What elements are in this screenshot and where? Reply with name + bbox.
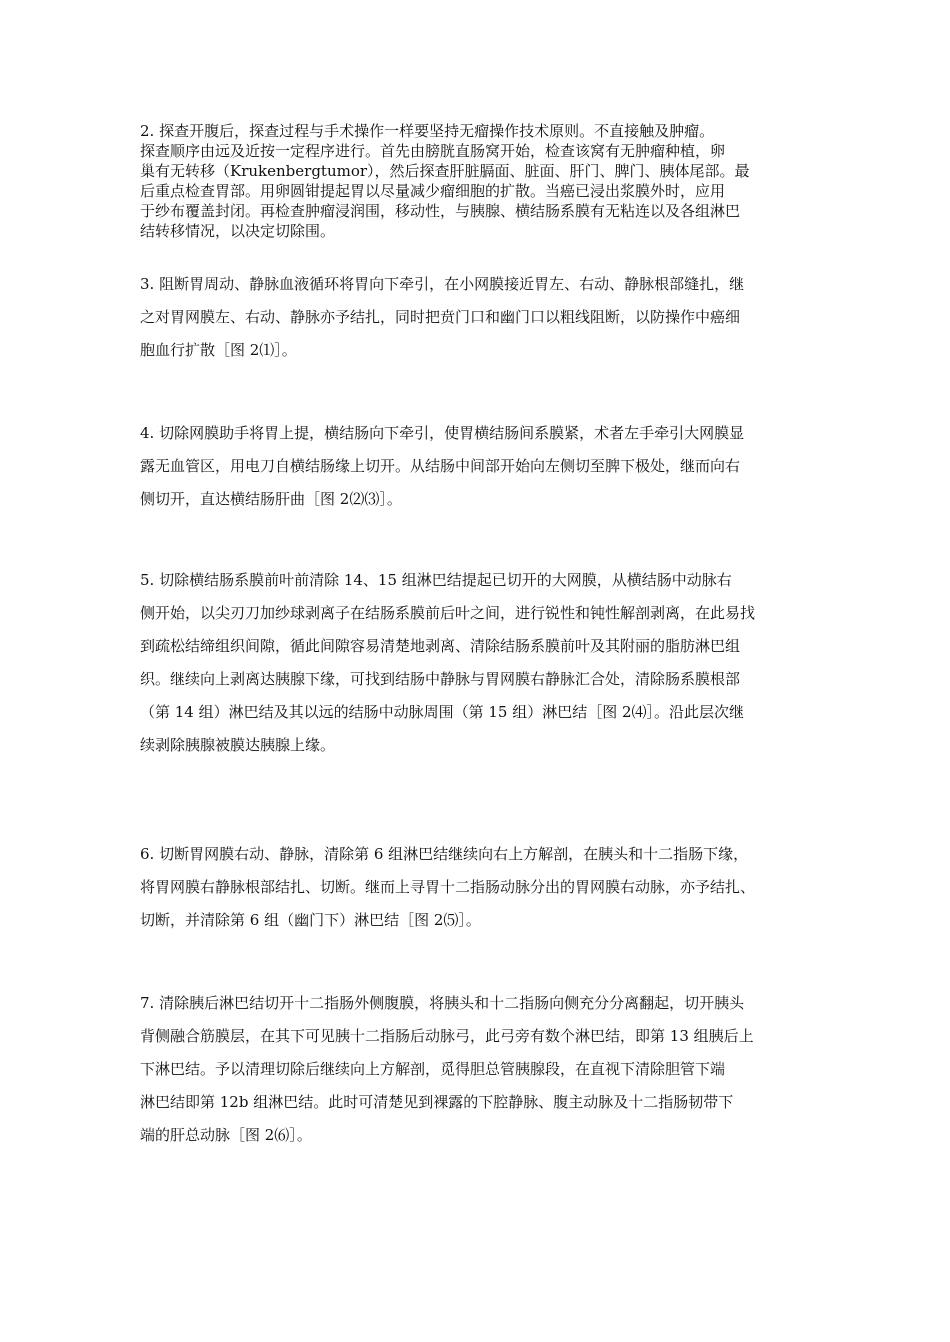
text-line: 2. 探查开腹后，探查过程与手术操作一样要坚持无瘤操作技术原则。不直接触及肿瘤。 [140, 122, 715, 140]
text-line: 下淋巴结。予以清理切除后继续向上方解剖，觅得胆总管胰腺段，在直视下清除胆管下端 [140, 1060, 726, 1078]
text-line: 7. 清除胰后淋巴结切开十二指肠外侧腹膜，将胰头和十二指肠向侧充分分离翻起，切开胰头 [140, 994, 745, 1012]
text-line: 端的肝总动脉［图 2⑹］。 [140, 1126, 312, 1144]
text-line: 4. 切除网膜助手将胃上提，横结肠向下牵引，使胃横结肠间系膜紧，术者左手牵引大网膜显 [140, 424, 745, 442]
text-line: 5. 切除横结肠系膜前叶前清除 14、15 组淋巴结提起已切开的大网膜，从横结肠中动脉右 [140, 571, 732, 589]
text-line: 背侧融合筋膜层，在其下可见胰十二指肠后动脉弓，此弓旁有数个淋巴结，即第 13 组胰后上 [140, 1027, 754, 1045]
paragraph-7-retropancreatic-nodes [140, 987, 830, 1152]
paragraph-6-gastroepiploic-vessels [140, 838, 830, 937]
text-line: 切断，并清除第 6 组（幽门下）淋巴结［图 2⑸］。 [140, 911, 481, 929]
text-line: 于纱布覆盖封闭。再检查肿瘤浸润围，移动性，与胰腺、横结肠系膜有无粘连以及各组淋巴 [140, 202, 741, 220]
paragraph-3-block-circulation [140, 268, 830, 367]
text-line: 淋巴结即第 12b 组淋巴结。此时可清楚见到裸露的下腔静脉、腹主动脉及十二指肠韧带下 [140, 1093, 734, 1111]
text-line: 露无血管区，用电刀自横结肠缘上切开。从结肠中间部开始向左侧切至脾下极处，继而向右 [140, 457, 741, 475]
text-line: 巢有无转移（Krukenbergtumor），然后探查肝脏膈面、脏面、肝门、脾门、胰体尾部。最 [140, 162, 750, 180]
text-line: （第 14 组）淋巴结及其以远的结肠中动脉周围（第 15 组）淋巴结［图 2⑷］。沿此层次继 [140, 703, 745, 721]
text-line: 结转移情况，以决定切除围。 [140, 222, 336, 240]
paragraph-2-exploration [140, 121, 830, 241]
text-line: 续剥除胰腺被膜达胰腺上缘。 [140, 736, 336, 754]
text-line: 3. 阻断胃周动、静脉血液循环将胃向下牵引，在小网膜接近胃左、右动、静脉根部缝扎，继 [140, 275, 745, 293]
text-line: 织。继续向上剥离达胰腺下缘，可找到结肠中静脉与胃网膜右静脉汇合处，清除肠系膜根部 [140, 670, 741, 688]
paragraph-5-mesocolon-resection [140, 564, 830, 762]
paragraph-4-omentum-resection [140, 417, 830, 516]
text-line: 侧切开，直达横结肠肝曲［图 2⑵⑶］。 [140, 490, 402, 508]
text-line: 之对胃网膜左、右动、静脉亦予结扎，同时把贲门口和幽门口以粗线阻断，以防操作中癌细 [140, 308, 741, 326]
text-line: 后重点检查胃部。用卵圆钳提起胃以尽量减少瘤细胞的扩散。当癌已浸出浆膜外时，应用 [140, 182, 726, 200]
text-line: 将胃网膜右静脉根部结扎、切断。继而上寻胃十二指肠动脉分出的胃网膜右动脉，亦予结扎、 [140, 878, 756, 896]
text-line: 到疏松结缔组织间隙，循此间隙容易清楚地剥离、清除结肠系膜前叶及其附丽的脂肪淋巴组 [140, 637, 741, 655]
text-line: 6. 切断胃网膜右动、静脉，清除第 6 组淋巴结继续向右上方解剖，在胰头和十二指肠下缘， [140, 845, 749, 863]
text-line: 探查顺序由远及近按一定程序进行。首先由膀胱直肠窝开始，检查该窝有无肿瘤种植，卵 [140, 142, 726, 160]
text-line: 侧开始，以尖刃刀加纱球剥离子在结肠系膜前后叶之间，进行锐性和钝性解剖剥离，在此易找 [140, 604, 756, 622]
text-line: 胞血行扩散［图 2⑴］。 [140, 341, 297, 359]
